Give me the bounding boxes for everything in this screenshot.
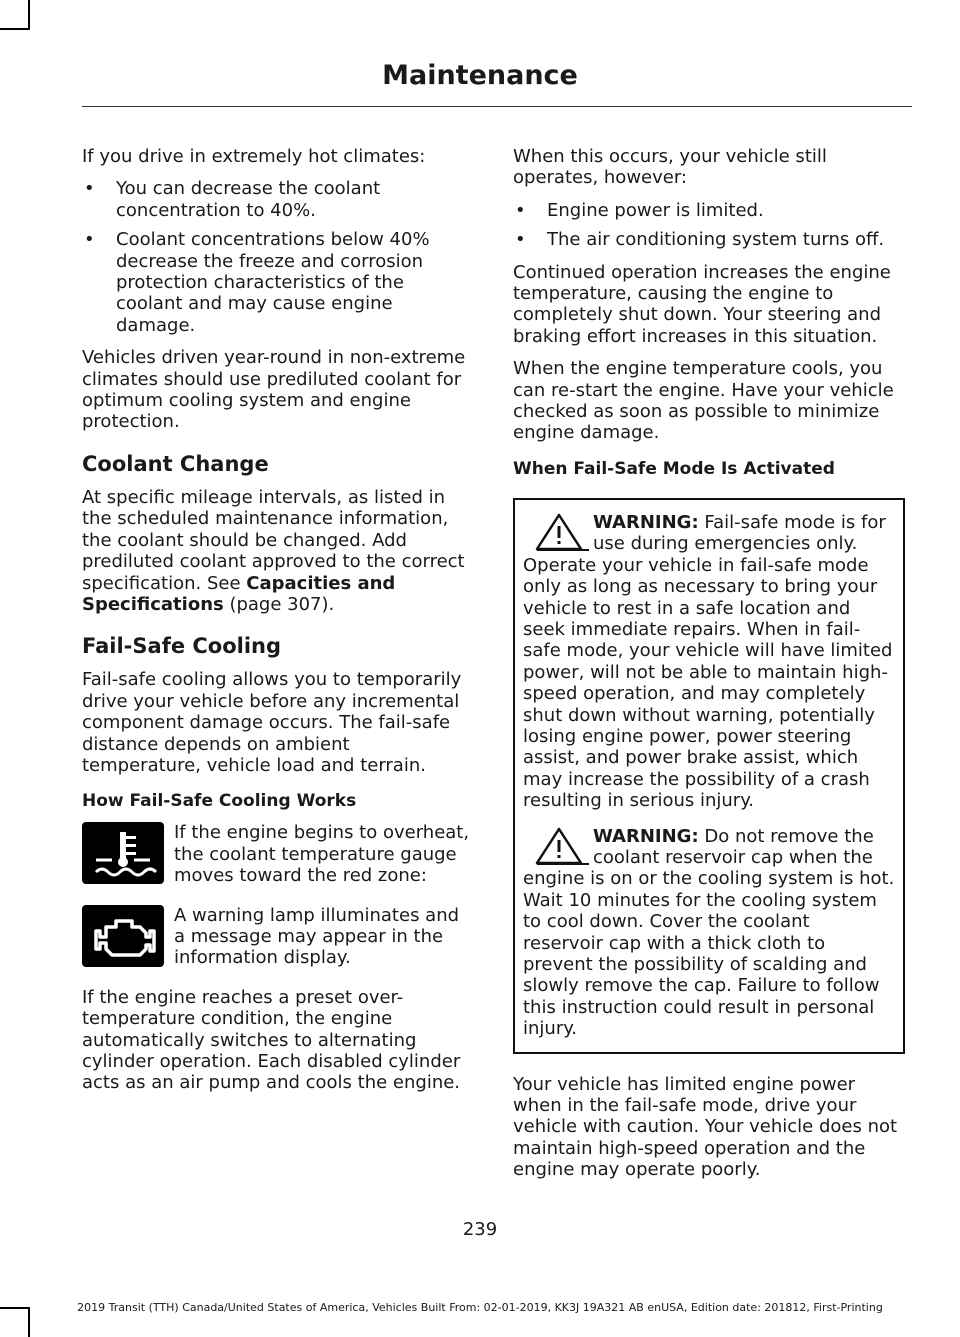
engine-cools-paragraph: When the engine temperature cools, you can re-start the engine. Have your vehicle checked as soon as possible to minimize engine damage. [513, 358, 894, 444]
warning-box [513, 498, 905, 1054]
fail-safe-paragraph: Fail-safe cooling allows you to temporarily drive your vehicle before any incremental component damage occurs. The fail-safe distance depends on ambient temperature, vehicle load and terrain. [82, 669, 462, 776]
still-operates-intro: When this occurs, your vehicle still operates, however: [513, 146, 827, 189]
warning-reservoir-cap [523, 826, 895, 1040]
page-number: 239 [462, 1219, 498, 1240]
coolant-gauge-text: If the engine begins to overheat, the coolant temperature gauge moves toward the red zone: [174, 822, 470, 887]
list-item: • Coolant concentrations below 40% decrease the freeze and corrosion protection characteristics of the coolant and may cause engine damage. [82, 229, 474, 336]
crop-mark-top [0, 0, 30, 30]
right-column [513, 146, 905, 1192]
coolant-change-paragraph: At specific mileage intervals, as listed in the scheduled maintenance information, the coolant should be changed. Add prediluted coolant approved to the correct specification. See Capacities and Specifications (page 307). [82, 486, 465, 615]
check-engine-row [82, 905, 474, 969]
heading-coolant-change: Coolant Change [82, 451, 269, 476]
page-footer: 2019 Transit (TTH) Canada/United States of America, Vehicles Built From: 02-01-2019, KK3J 19A321 AB enUSA, Edition date: 201812, First-Printing [77, 1301, 883, 1314]
warning-label: WARNING: [593, 825, 699, 847]
page-title: Maintenance [382, 60, 578, 91]
still-operates-list [513, 200, 905, 251]
coolant-temperature-icon [82, 822, 164, 884]
year-round-paragraph: Vehicles driven year-round in non-extreme climates should use prediluted coolant for optimum cooling system and engine protection. [82, 347, 466, 433]
header-divider [82, 106, 912, 107]
coolant-gauge-row [82, 822, 474, 886]
warning-triangle-icon [533, 512, 589, 552]
warning-triangle-icon [533, 826, 589, 866]
list-item: • The air conditioning system turns off. [513, 229, 905, 250]
hot-climates-list [82, 178, 474, 336]
continued-operation-paragraph: Continued operation increases the engine temperature, causing the engine to completely shut down. Your steering and braking effort increases in this situation. [513, 261, 891, 347]
left-column [82, 146, 474, 1105]
preset-condition-paragraph: If the engine reaches a preset over-temperature condition, the engine automatically switches to alternating cylinder operation. Each disabled cylinder acts as an air pump and cools the engine. [82, 986, 461, 1094]
capacities-link[interactable]: Capacities and Specifications [82, 572, 396, 615]
limited-power-paragraph: Your vehicle has limited engine power when in the fail-safe mode, drive your vehicle with caution. Your vehicle does not maintain high-speed operation and the engine may operate poorly. [513, 1073, 898, 1181]
heading-when-activated: When Fail-Safe Mode Is Activated [513, 458, 835, 479]
list-item: • You can decrease the coolant concentration to 40%. [82, 178, 474, 221]
heading-fail-safe-cooling: Fail-Safe Cooling [82, 634, 282, 659]
warning-fail-safe-text: Fail-safe mode is for use during emergencies only. Operate your vehicle in fail-safe mode only as long as necessary to bring your vehicle to rest in a safe location and seek immediate repairs. When in fail-safe mode, your vehicle will have limited power, will not be able to maintain high-speed operation, and may completely shut down without warning, potentially losing engine power, power steering assist, and power brake assist, which may increase the possibility of a crash resulting in serious injury. [523, 511, 893, 812]
warning-fail-safe [523, 512, 895, 812]
hot-climates-intro: If you drive in extremely hot climates: [82, 146, 426, 167]
warning-label: WARNING: [593, 511, 699, 533]
heading-how-it-works: How Fail-Safe Cooling Works [82, 791, 357, 812]
check-engine-text: A warning lamp illuminates and a message may appear in the information display. [174, 904, 460, 969]
warning-reservoir-cap-text: Do not remove the coolant reservoir cap when the engine is on or the cooling system is hot. Wait 10 minutes for the cooling system to cool down. Cover the coolant reservoir cap with a thick cloth to prevent the possibility of scalding and slowly remove the cap. Failure to follow this instruction could result in personal injury. [523, 825, 895, 1040]
list-item: • Engine power is limited. [513, 200, 905, 221]
check-engine-icon [82, 905, 164, 967]
